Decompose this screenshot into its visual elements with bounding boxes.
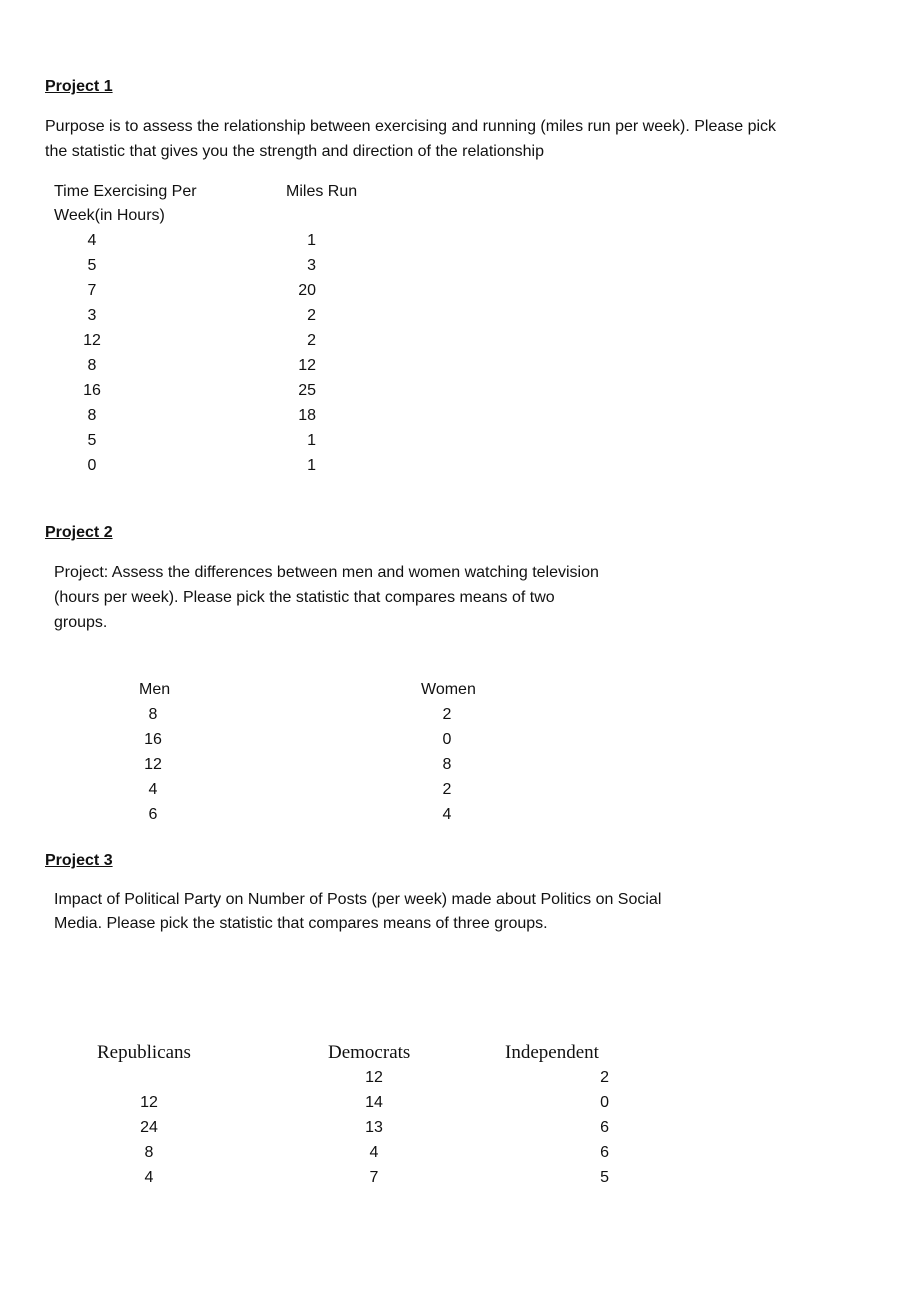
table-cell: 1	[307, 457, 316, 474]
project1-col1-header-line2: Week(in Hours)	[54, 207, 165, 224]
project3-independent-column	[569, 1065, 609, 1190]
table-cell: 12	[365, 1069, 383, 1086]
project3-description-line2: Media. Please pick the statistic that compares means of three groups.	[54, 915, 548, 932]
table-cell: 1	[307, 232, 316, 249]
table-cell: 5	[87, 432, 97, 449]
table-cell: 7	[87, 282, 97, 299]
table-cell: 2	[442, 706, 452, 723]
table-cell: 6	[600, 1144, 609, 1161]
table-cell: 0	[600, 1094, 609, 1111]
project3-democrats-column	[354, 1065, 394, 1190]
project3-description-line1: Impact of Political Party on Number of Posts (per week) made about Politics on Social	[54, 891, 662, 908]
table-cell: 5	[600, 1169, 609, 1186]
project3-col3-header: Independent	[505, 1042, 599, 1063]
table-cell: 25	[298, 382, 316, 399]
project1-description-line1: Purpose is to assess the relationship between exercising and running (miles run per week). Please pick	[45, 118, 777, 135]
table-cell: 4	[369, 1144, 379, 1161]
table-cell: 7	[369, 1169, 379, 1186]
project2-description-line1: Project: Assess the differences between men and women watching television	[54, 564, 599, 581]
table-cell: 4	[442, 806, 452, 823]
table-cell: 1	[307, 432, 316, 449]
table-cell: 14	[365, 1094, 383, 1111]
table-cell: 5	[87, 257, 97, 274]
project3-col2-header: Democrats	[328, 1042, 411, 1063]
project2-description-line3: groups.	[54, 614, 108, 631]
table-cell: 8	[148, 706, 158, 723]
project2-col1-header: Men	[139, 681, 171, 698]
project1-description-line2: the statistic that gives you the strength and direction of the relationship	[45, 143, 544, 160]
project3-col1-header: Republicans	[97, 1042, 191, 1063]
table-cell: 16	[144, 731, 162, 748]
table-cell: 8	[144, 1144, 154, 1161]
project2-description-line2: (hours per week). Please pick the statistic that compares means of two	[54, 589, 555, 606]
table-cell: 2	[307, 332, 316, 349]
table-cell: 4	[148, 781, 158, 798]
table-cell: 13	[365, 1119, 383, 1136]
project1-col2-header: Miles Run	[286, 183, 358, 200]
project1-heading: Project 1	[45, 78, 113, 95]
table-cell: 4	[87, 232, 97, 249]
table-cell: 6	[148, 806, 158, 823]
project1-hours-column	[72, 228, 112, 478]
table-cell: 16	[83, 382, 101, 399]
table-cell: 8	[442, 756, 452, 773]
table-cell: 3	[87, 307, 97, 324]
table-cell: 18	[298, 407, 316, 424]
table-cell: 6	[600, 1119, 609, 1136]
project2-men-column	[133, 702, 173, 827]
table-cell: 3	[307, 257, 316, 274]
table-cell: 20	[298, 282, 316, 299]
table-cell: 12	[298, 357, 316, 374]
project2-heading: Project 2	[45, 524, 113, 541]
project3-republicans-column	[129, 1065, 169, 1190]
table-cell: 0	[87, 457, 97, 474]
table-cell: 8	[87, 407, 97, 424]
table-cell: 24	[140, 1119, 158, 1136]
project2-col2-header: Women	[421, 681, 476, 698]
table-cell: 12	[83, 332, 101, 349]
project1-miles-column	[276, 228, 316, 478]
table-cell: 2	[307, 307, 316, 324]
table-cell	[129, 1065, 169, 1090]
table-cell: 0	[442, 731, 452, 748]
table-cell: 12	[140, 1094, 158, 1111]
table-cell: 8	[87, 357, 97, 374]
project3-heading: Project 3	[45, 852, 113, 869]
project2-women-column	[427, 702, 467, 827]
table-cell: 2	[600, 1069, 609, 1086]
table-cell: 4	[144, 1169, 154, 1186]
project1-col1-header-line1: Time Exercising Per	[54, 183, 197, 200]
table-cell: 2	[442, 781, 452, 798]
table-cell: 12	[144, 756, 162, 773]
